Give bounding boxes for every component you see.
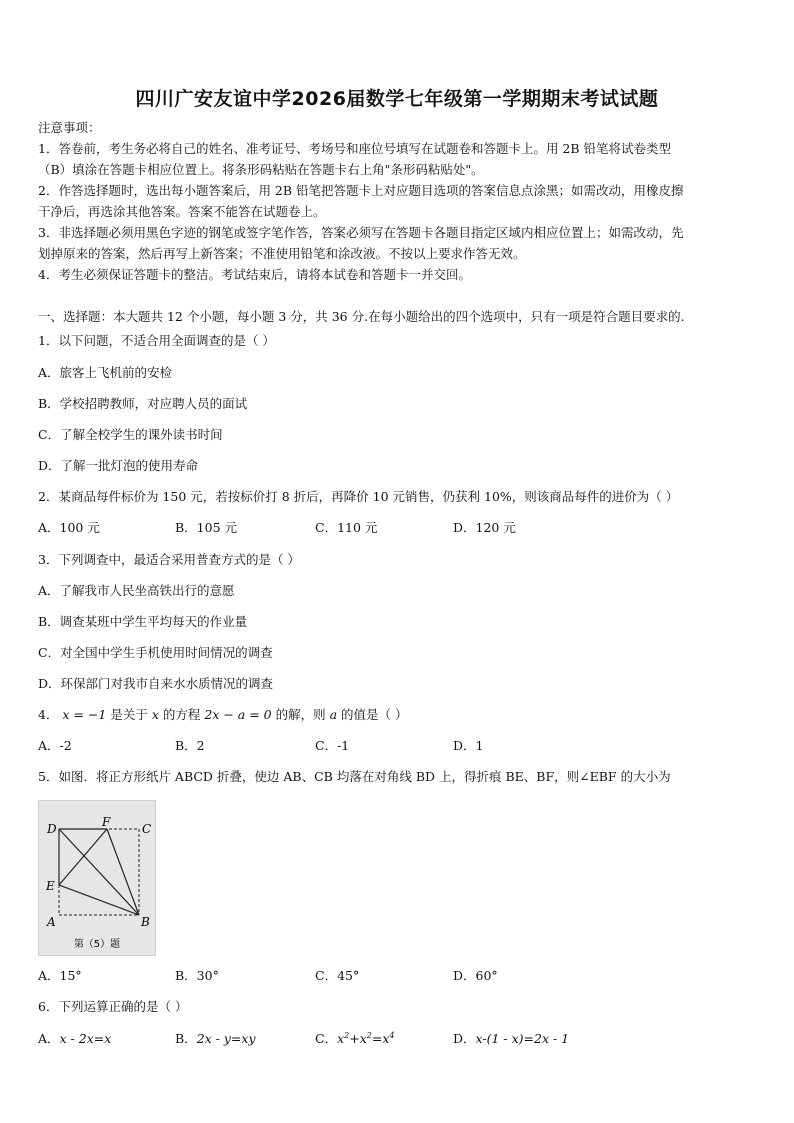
- question-1-option-b: B．学校招聘教师，对应聘人员的面试: [38, 396, 248, 411]
- option-prefix: C．: [315, 1031, 338, 1046]
- question-5-option-c: C．45°: [315, 968, 360, 983]
- point-label-f: F: [102, 815, 111, 829]
- stem-text: 的解，则: [275, 707, 326, 722]
- notice-line: 2．作答选择题时，选出每小题答案后，用 2B 铅笔把答题卡上对应题目选项的答案信息点涂黑；如需改动，用橡皮擦: [38, 183, 684, 198]
- page-title: 四川广安友谊中学2026届数学七年级第一学期期末考试试题: [135, 88, 659, 110]
- notice-line: 4．考生必须保证答题卡的整洁。考试结束后，请将本试卷和答题卡一并交回。: [38, 267, 471, 282]
- point-label-d: D: [47, 822, 57, 836]
- notice-line: 划掉原来的答案，然后再写上新答案；不准使用铅笔和涂改液。不按以上要求作答无效。: [38, 246, 526, 261]
- section-heading: 一、选择题：本大题共 12 个小题，每小题 3 分，共 36 分.在每小题给出的四个选项中，只有一项是符合题目要求的.: [38, 309, 685, 324]
- notice-heading: 注意事项：: [38, 120, 101, 135]
- option-prefix: D．: [453, 1031, 476, 1046]
- question-4-option-d: D．1: [453, 738, 484, 753]
- geometry-figure: [38, 800, 156, 956]
- question-2-option-d: D．120 元: [453, 520, 516, 535]
- equation: 2x − a = 0: [204, 707, 272, 722]
- option-expression: x-(1 - x)=2x - 1: [475, 1031, 570, 1046]
- equation: x = −1: [62, 707, 107, 722]
- question-1-option-c: C．了解全校学生的课外读书时间: [38, 427, 223, 442]
- question-1-stem: 1．以下问题，不适合用全面调查的是（ ）: [38, 333, 275, 348]
- question-6-stem: 6．下列运算正确的是（ ）: [38, 999, 188, 1014]
- question-3-option-a: A．了解我市人民坐高铁出行的意愿: [38, 583, 235, 598]
- question-1-option-d: D．了解一批灯泡的使用寿命: [38, 458, 199, 473]
- notice-line: 干净后，再选涂其他答案。答案不能答在试题卷上。: [38, 204, 326, 219]
- question-3-stem: 3．下列调查中，最适合采用普查方式的是（ ）: [38, 552, 300, 567]
- stem-text: 的值是（ ）: [341, 707, 408, 722]
- question-5-stem: 5．如图．将正方形纸片 ABCD 折叠，使边 AB、CB 均落在对角线 BD 上，得折痕 BE、BF，则∠EBF 的大小为: [38, 769, 671, 784]
- fold-bf: [107, 829, 139, 915]
- question-5-option-d: D．60°: [453, 968, 498, 983]
- question-6-option-d: [453, 1031, 569, 1047]
- variable: x: [151, 707, 159, 722]
- notice-line: 3．非选择题必须用黑色字迹的钢笔或签字笔作答，答案必须写在答题卡各题目指定区域内相应位置上；如需改动，先: [38, 225, 684, 240]
- question-4-stem: [38, 707, 408, 723]
- question-3-option-b: B．调查某班中学生平均每天的作业量: [38, 614, 248, 629]
- question-number: 4．: [38, 707, 59, 722]
- figure-caption: 第（5）题: [73, 939, 121, 950]
- question-6-option-a: [38, 1031, 111, 1047]
- point-label-a: A: [47, 915, 56, 929]
- question-4-option-a: A．-2: [38, 738, 72, 753]
- question-3-option-d: D．环保部门对我市自来水水质情况的调查: [38, 676, 274, 691]
- option-prefix: A．: [38, 1031, 60, 1046]
- question-2-stem: 2．某商品每件标价为 150 元，若按标价打 8 折后，再降价 10 元销售，仍获利 10%，则该商品每件的进价为（ ）: [38, 489, 679, 504]
- point-label-c: C: [142, 822, 152, 836]
- fold-be: [59, 885, 139, 915]
- question-1-option-a: A．旅客上飞机前的安检: [38, 365, 173, 380]
- question-6-option-c: [315, 1031, 395, 1047]
- notice-line: （B）填涂在答题卡相应位置上。将条形码粘贴在答题卡右上角"条形码粘贴处"。: [38, 162, 484, 177]
- question-2-option-a: A．100 元: [38, 520, 100, 535]
- question-4-option-c: C．-1: [315, 738, 350, 753]
- option-expression: $x^2+x^2=x^4$: [337, 1030, 395, 1046]
- stem-text: 的方程: [162, 707, 201, 722]
- point-label-b: B: [141, 915, 150, 929]
- notice-line: 1．答卷前，考生务必将自己的姓名、准考证号、考场号和座位号填写在试题卷和答题卡上。用 2B 铅笔将试卷类型: [38, 141, 672, 156]
- question-5-option-b: B．30°: [175, 968, 219, 983]
- question-3-option-c: C．对全国中学生手机使用时间情况的调查: [38, 645, 273, 660]
- option-expression: x - 2x=x: [59, 1031, 112, 1046]
- question-2-option-c: C．110 元: [315, 520, 378, 535]
- variable: a: [329, 707, 338, 722]
- option-prefix: B．: [175, 1031, 197, 1046]
- option-expression: 2x - y=xy: [196, 1031, 256, 1046]
- square-fold-diagram: [39, 801, 155, 955]
- point-label-e: E: [46, 879, 55, 893]
- stem-text: 是关于: [110, 707, 148, 722]
- question-4-option-b: B．2: [175, 738, 205, 753]
- question-5-option-a: A．15°: [38, 968, 82, 983]
- question-2-option-b: B．105 元: [175, 520, 238, 535]
- diagonal-db: [59, 829, 139, 915]
- question-6-option-b: [175, 1031, 256, 1047]
